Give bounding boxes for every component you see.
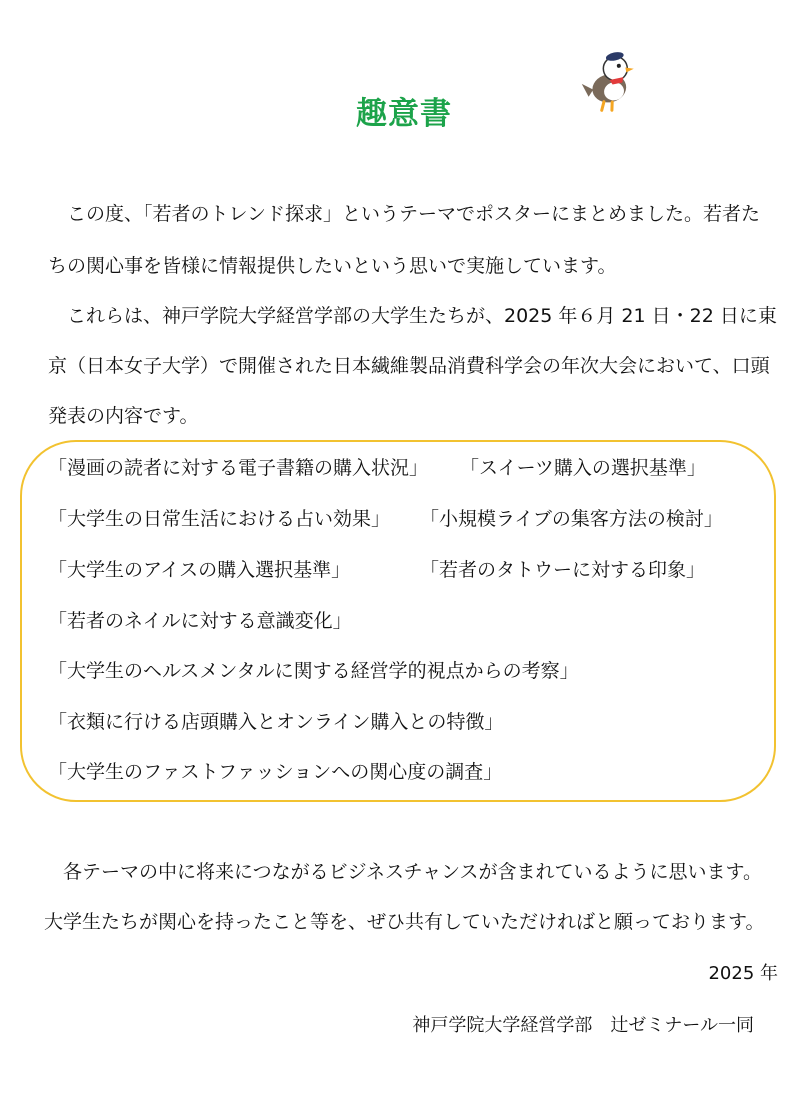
topic-item: 「漫画の読者に対する電子書籍の購入状況」 [48,457,429,479]
intro-line-3: これらは、神戸学院大学経営学部の大学生たちが、2025 年６月 21 日・22 日に東 [48,305,777,327]
document-title: 趣意書 [356,96,452,132]
topic-item: 「若者のネイルに対する意識変化」 [48,610,352,632]
intro-line-5: 発表の内容です。 [48,405,199,427]
topic-item: 「大学生のアイスの購入選択基準」 [48,559,351,581]
topic-item: 「若者のタトウーに対する印象」 [420,559,706,581]
intro-line-1: この度、「若者のトレンド探求」というテーマでポスターにまとめました。若者た [48,203,761,225]
topic-item: 「スイーツ購入の選択基準」 [460,457,706,479]
topic-item: 「大学生の日常生活における占い効果」 [48,508,391,530]
bird-mascot-icon [578,48,642,112]
topic-item: 「大学生のヘルスメンタルに関する経営学的視点からの考察」 [48,660,579,682]
topic-item: 「大学生のファストファッションへの関心度の調査」 [48,761,503,783]
closing-line-2: 大学生たちが関心を持ったこと等を、ぜひ共有していただければと願っております。 [44,911,765,933]
document-year: 2025 年 [708,963,778,984]
topic-item: 「衣類に行ける店頭購入とオンライン購入との特徴」 [48,711,504,733]
signature: 神戸学院大学経営学部 辻ゼミナール一同 [412,1015,754,1036]
closing-line-1: 各テーマの中に将来につながるビジネスチャンスが含まれているように思います。 [44,861,763,883]
intro-line-2: ちの関心事を皆様に情報提供したいという思いで実施しています。 [48,255,617,277]
intro-line-4: 京（日本女子大学）で開催された日本繊維製品消費科学会の年次大会において、口頭 [48,355,770,377]
topic-item: 「小規模ライブの集客方法の検討」 [420,508,723,530]
